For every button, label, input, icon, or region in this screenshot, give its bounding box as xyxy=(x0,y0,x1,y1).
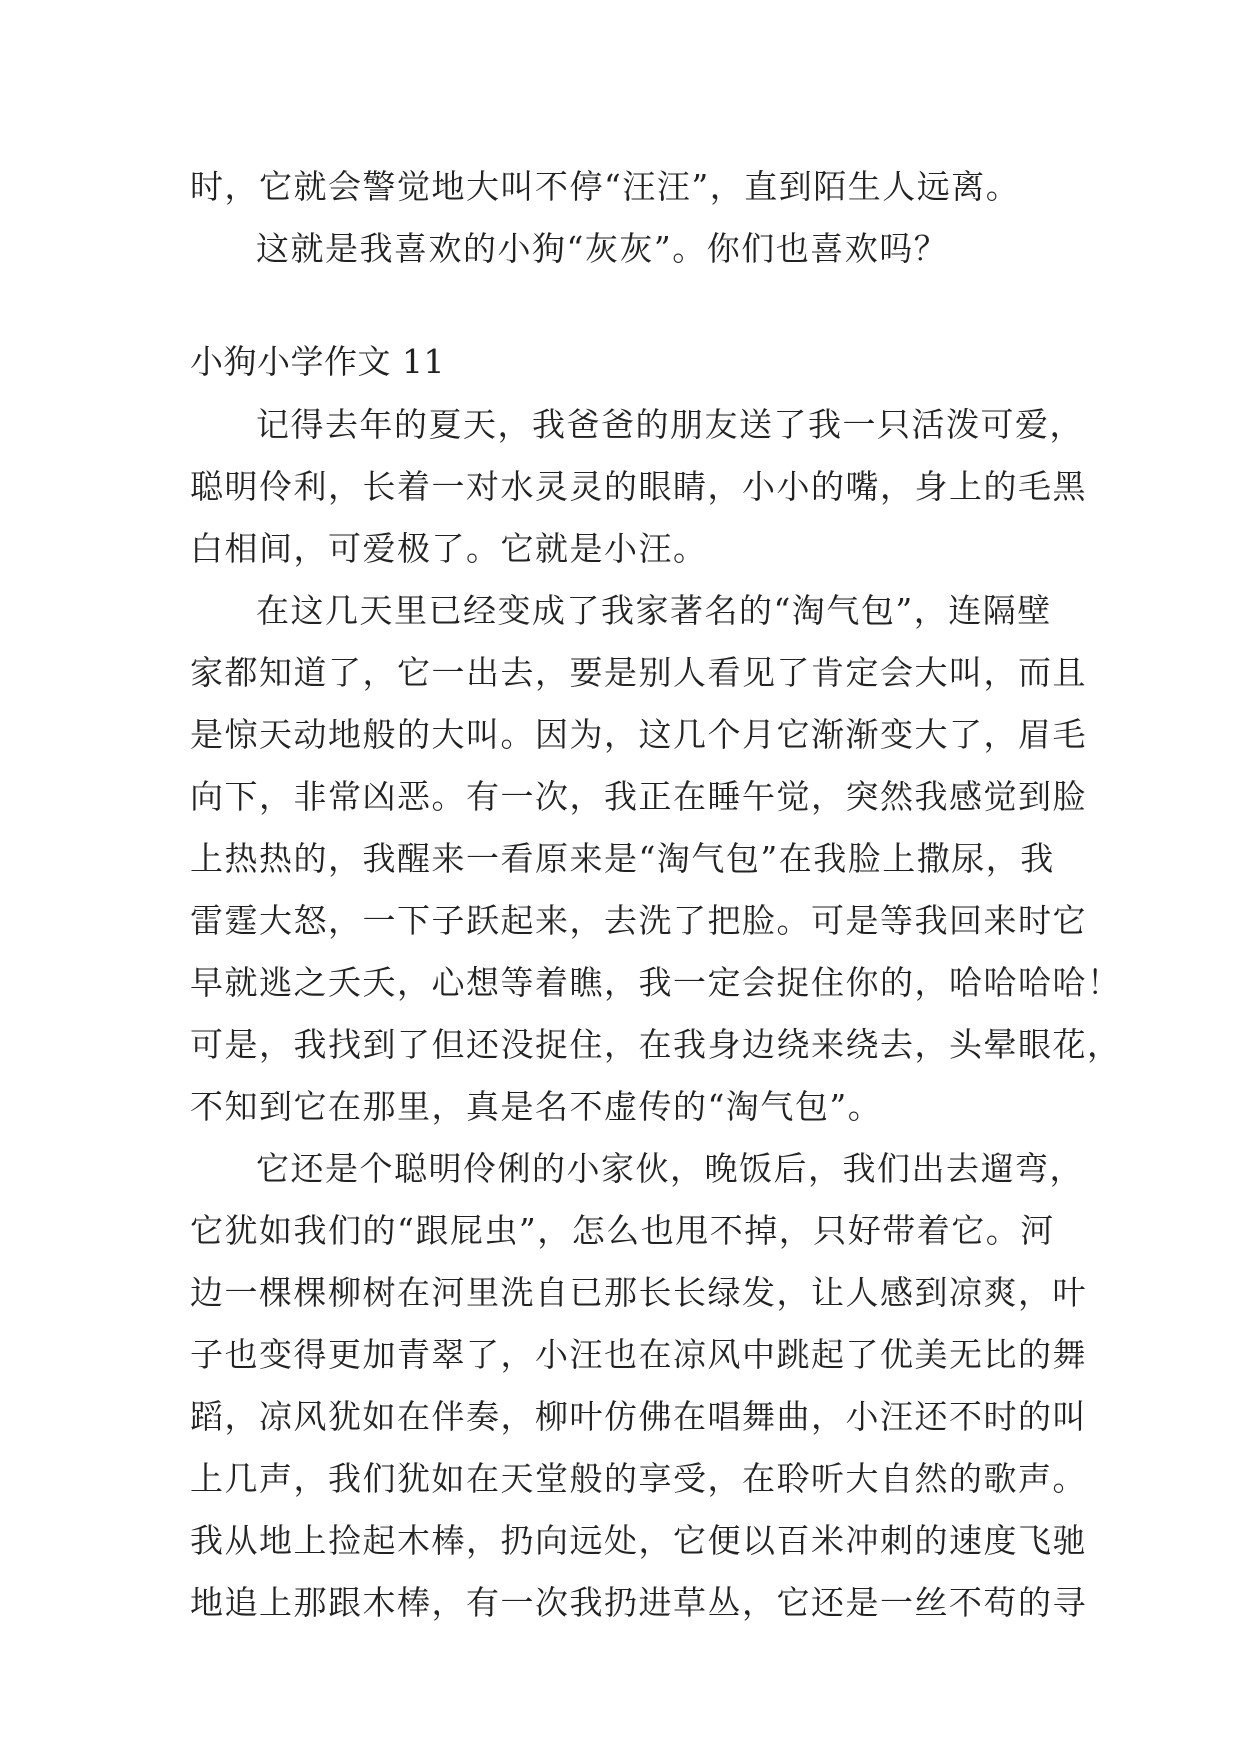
section-heading: 小狗小学作文 11 xyxy=(190,342,445,381)
text-line: 聪明伶利，长着一对水灵灵的眼睛，小小的嘴，身上的毛黑 xyxy=(190,467,1087,506)
text-line: 白相间，可爱极了。它就是小汪。 xyxy=(190,529,708,568)
text-line: 子也变得更加青翠了，小汪也在凉风中跳起了优美无比的舞 xyxy=(190,1335,1087,1374)
text-line: 家都知道了，它一出去，要是别人看见了肯定会大叫，而且 xyxy=(190,653,1087,692)
text-line: 地追上那跟木棒，有一次我扔进草丛，它还是一丝不苟的寻 xyxy=(190,1583,1087,1622)
text-line: 我从地上捡起木棒，扔向远处，它便以百米冲刺的速度飞驰 xyxy=(190,1521,1087,1560)
text-line: 不知到它在那里，真是名不虚传的“淘气包”。 xyxy=(190,1087,883,1126)
text-line: 边一棵棵柳树在河里洗自已那长长绿发，让人感到凉爽，叶 xyxy=(190,1273,1087,1312)
text-line: 上几声，我们犹如在天堂般的享受，在聆听大自然的歌声。 xyxy=(190,1459,1087,1498)
text-line: 上热热的，我醒来一看原来是“淘气包”在我脸上撒尿，我 xyxy=(190,839,1055,878)
text-line: 记得去年的夏天，我爸爸的朋友送了我一只活泼可爱， xyxy=(256,405,1084,444)
text-line: 雷霆大怒，一下子跃起来，去洗了把脸。可是等我回来时它 xyxy=(190,901,1087,940)
text-line: 蹈，凉风犹如在伴奏，柳叶仿佛在唱舞曲，小汪还不时的叫 xyxy=(190,1397,1087,1436)
text-line: 向下，非常凶恶。有一次，我正在睡午觉，突然我感觉到脸 xyxy=(190,777,1087,816)
text-line: 它犹如我们的“跟屁虫”，怎么也甩不掉，只好带着它。河 xyxy=(190,1211,1055,1250)
text-line: 可是，我找到了但还没捉住，在我身边绕来绕去，头晕眼花， xyxy=(190,1025,1122,1064)
text-line: 它还是个聪明伶俐的小家伙，晚饭后，我们出去遛弯， xyxy=(256,1149,1084,1188)
text-line: 这就是我喜欢的小狗“灰灰”。你们也喜欢吗？ xyxy=(256,229,949,268)
text-line: 时，它就会警觉地大叫不停“汪汪”，直到陌生人远离。 xyxy=(190,167,1021,206)
text-line: 早就逃之夭夭，心想等着瞧，我一定会捉住你的，哈哈哈哈！ xyxy=(190,963,1122,1002)
text-line: 是惊天动地般的大叫。因为，这几个月它渐渐变大了，眉毛 xyxy=(190,715,1087,754)
text-line: 在这几天里已经变成了我家著名的“淘气包”，连隔壁 xyxy=(256,591,1052,630)
